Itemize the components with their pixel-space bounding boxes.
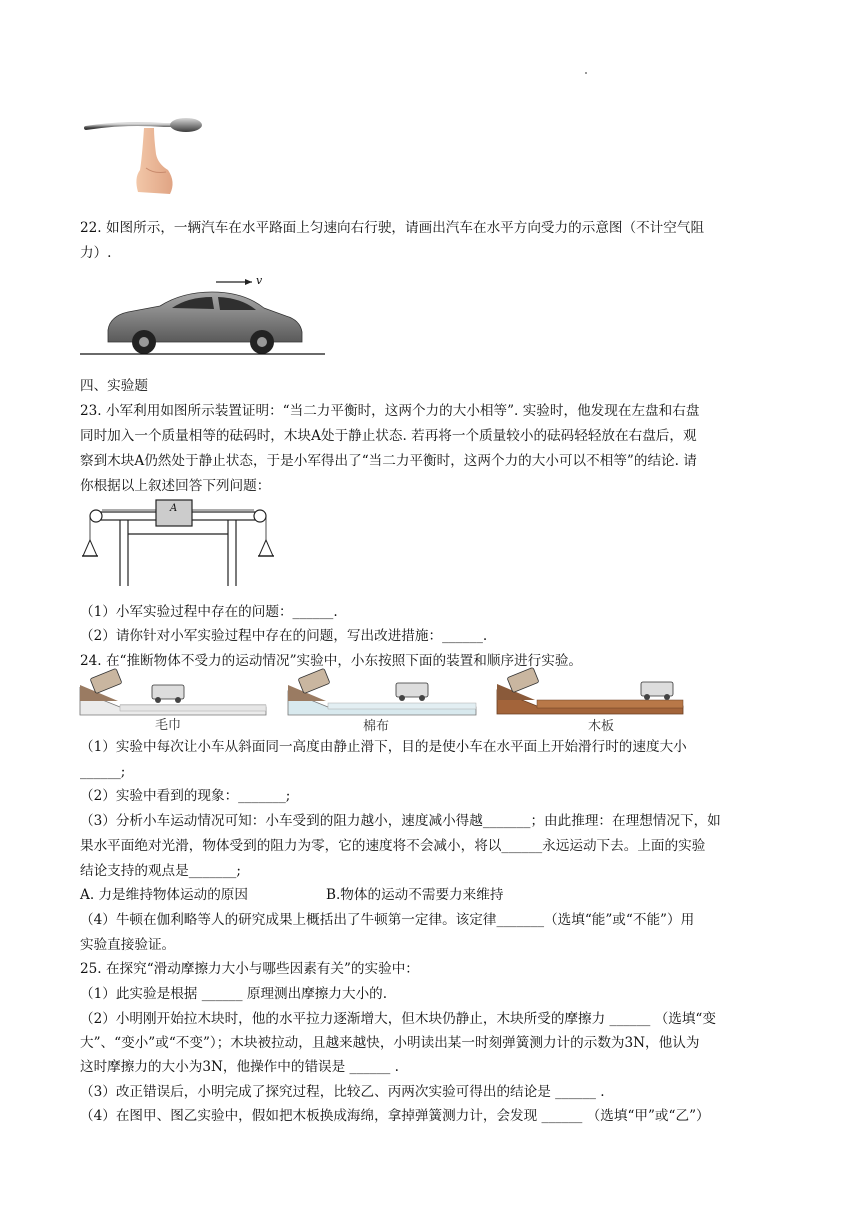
q24-sub1-line2: ______; <box>80 764 126 780</box>
q24-option-b: B.物体的运动不需要力来维持 <box>326 887 504 903</box>
q25-sub2-line3: 这时摩擦力的大小为3N，他操作中的错误是 ______ . <box>80 1059 399 1075</box>
q24-text: 24. 在“推断物体不受力的运动情况”实验中，小东按照下面的装置和顺序进行实验。 <box>80 653 583 669</box>
q24-sub4-line1: （4）牛顿在伽利略等人的研究成果上概括出了牛顿第一定律。该定律_______（选填“能”或“不能”）用 <box>80 912 695 928</box>
q23-text-line4: 你根据以上叙述回答下列问题： <box>80 478 271 494</box>
q25-text: 25. 在探究“滑动摩擦力大小与哪些因素有关”的实验中： <box>80 961 419 977</box>
q25-sub3: （3）改正错误后，小明完成了探究过程，比较乙、丙两次实验可得出的结论是 ______ . <box>80 1084 605 1100</box>
q25-sub2-line1: （2）小明刚开始拉木块时，他的水平拉力逐渐增大，但木块仍静止，木块所受的摩擦力 ______ （选填“变 <box>80 1011 716 1027</box>
q22-text-line2: 力）. <box>80 245 112 261</box>
velocity-label: v <box>256 274 263 287</box>
q23-text-line2: 同时加入一个质量相等的砝码时，木块A处于静止状态. 若再将一个质量较小的砝码轻轻放在右盘后，观 <box>80 428 697 444</box>
q23-text-line3: 察到木块A仍然处于静止状态，于是小军得出了“当二力平衡时，这两个力的大小可以不相等”的结论. 请 <box>80 453 697 469</box>
q24-sub3-line1: （3）分析小车运动情况可知：小车受到的阻力越小，速度减小得越_______；由此推理：在理想情况下，如 <box>80 813 721 829</box>
q23-text-line1: 23. 小军利用如图所示装置证明：“当二力平衡时，这两个力的大小相等”. 实验时，他发现在左盘和右盘 <box>80 403 700 419</box>
ramp-towel-figure <box>80 671 266 715</box>
ramp-wood-figure <box>497 668 683 716</box>
q25-sub4: （4）在图甲、图乙实验中，假如把木板换成海绵，拿掉弹簧测力计，会发现 ______ （选填“甲”或“乙”） <box>80 1108 710 1124</box>
page-mark-dot <box>585 72 587 74</box>
balance-apparatus-figure <box>80 500 276 592</box>
surface-label-towel: 毛巾 <box>155 718 182 733</box>
q25-sub2-line2: 大”、“变小”或“不变”）；木块被拉动，且越来越快，小明读出某一时刻弹簧测力计的示数为3N，他认为 <box>80 1035 700 1051</box>
q25-sub1: （1）此实验是根据 ______ 原理测出摩擦力大小的. <box>80 986 388 1002</box>
q24-sub4-line2: 实验直接验证。 <box>80 937 176 953</box>
q24-sub2: （2）实验中看到的现象：_______; <box>80 788 291 804</box>
car-figure <box>80 270 330 362</box>
q24-option-a: A. 力是维持物体运动的原因 <box>80 887 248 903</box>
ramp-cotton-figure <box>288 671 476 715</box>
q23-sub1: （1）小军实验过程中存在的问题：______. <box>80 604 338 620</box>
q24-sub1-line1: （1）实验中每次让小车从斜面同一高度由静止滑下，目的是使小车在水平面上开始滑行时的速度大小 <box>80 739 687 755</box>
q22-text-line1: 22. 如图所示，一辆汽车在水平路面上匀速向右行驶，请画出汽车在水平方向受力的示意图（不计空气阻 <box>80 220 705 236</box>
surface-label-wood: 木板 <box>588 719 615 734</box>
q23-sub2: （2）请你针对小军实验过程中存在的问题，写出改进措施：______. <box>80 628 488 644</box>
q24-sub3-line2: 果水平面绝对光滑，物体受到的阻力为零，它的速度将不会减小，将以______永远运动下去。上面的实验 <box>80 838 706 854</box>
spoon-finger-figure <box>84 108 214 200</box>
q24-sub3-line3: 结论支持的观点是_______; <box>80 863 241 879</box>
surface-label-cotton: 棉布 <box>363 719 390 734</box>
section-title: 四、实验题 <box>80 378 148 394</box>
block-a-label: A <box>170 503 178 514</box>
